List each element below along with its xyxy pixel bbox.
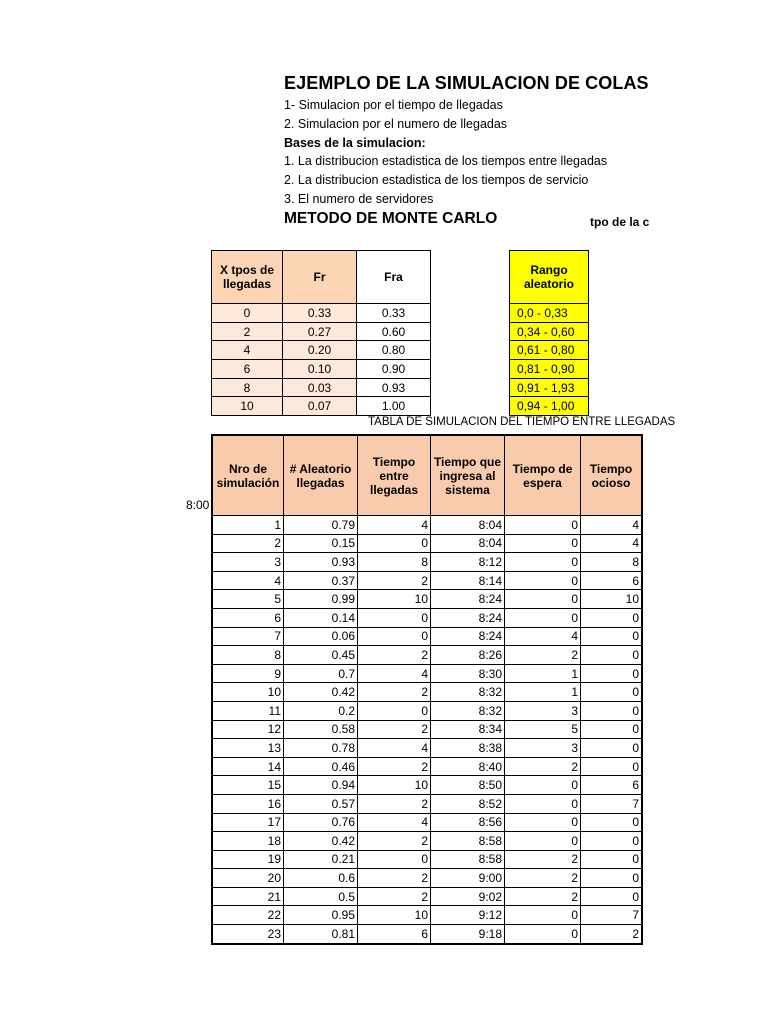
table-row [212, 887, 642, 906]
table-cell: 8:24 [431, 590, 505, 609]
table-cell: 5 [505, 720, 581, 739]
table-cell: 5 [212, 590, 284, 609]
table-cell: 0.14 [284, 608, 358, 627]
simulation-caption: TABLA DE SIMULACION DEL TIEMPO ENTRE LLEGADAS [368, 416, 676, 428]
table-cell: 0 [505, 516, 581, 535]
table-cell: 9:12 [431, 906, 505, 925]
table-cell: 0 [581, 701, 643, 720]
table-cell: 3 [212, 553, 284, 572]
table-row [212, 553, 642, 572]
table-cell: 8:50 [431, 776, 505, 795]
table-cell: 8:34 [431, 720, 505, 739]
table-row [212, 322, 431, 341]
table-cell: 2 [212, 322, 283, 341]
table-cell: 7 [212, 627, 284, 646]
table-cell: 4 [358, 739, 431, 758]
table-cell: 0 [505, 590, 581, 609]
col-header-ocioso: Tiempo ocioso [581, 435, 643, 516]
table-cell: 8:56 [431, 813, 505, 832]
table-row [212, 683, 642, 702]
table-cell: 0.5 [284, 887, 358, 906]
table-cell: 0.07 [283, 397, 357, 416]
table-cell: 15 [212, 776, 284, 795]
table-cell: 0.42 [284, 832, 358, 851]
table-cell: 0 [505, 553, 581, 572]
table-cell: 8:38 [431, 739, 505, 758]
table-cell: 6 [581, 571, 643, 590]
table-cell: 21 [212, 887, 284, 906]
table-cell: 0 [505, 832, 581, 851]
table-cell: 10 [358, 590, 431, 609]
table-cell: 8 [212, 378, 283, 397]
table-cell: 0 [358, 850, 431, 869]
table-cell: 8 [212, 646, 284, 665]
table-cell: 3 [505, 739, 581, 758]
table-row [212, 720, 642, 739]
table-cell: 0.78 [284, 739, 358, 758]
table-cell: 0 [581, 757, 643, 776]
table-cell: 0.57 [284, 794, 358, 813]
table-row [212, 304, 431, 323]
table-cell: 0.90 [357, 360, 431, 379]
table-cell: 0 [581, 850, 643, 869]
table-cell: 0 [581, 627, 643, 646]
table-cell: 0 [581, 683, 643, 702]
table-cell: 0 [505, 608, 581, 627]
table-row [510, 397, 589, 416]
table-cell: 0 [581, 720, 643, 739]
intro-line-1: 1- Simulacion por el tiempo de llegadas [284, 98, 503, 112]
table-row [212, 813, 642, 832]
table-cell: 0.95 [284, 906, 358, 925]
table-cell: 8:26 [431, 646, 505, 665]
table-cell: 0 [358, 608, 431, 627]
table-row [212, 646, 642, 665]
table-cell: 0.15 [284, 534, 358, 553]
table-cell: 0 [581, 739, 643, 758]
table-cell: 0.45 [284, 646, 358, 665]
table-cell: 7 [581, 906, 643, 925]
table-cell: 11 [212, 701, 284, 720]
table-cell: 0.81 [284, 925, 358, 944]
table-cell: 1 [212, 516, 284, 535]
table-cell: 0.03 [283, 378, 357, 397]
table-cell: 0.06 [284, 627, 358, 646]
col-header-range: Rango aleatorio [510, 251, 589, 304]
table-cell: 4 [581, 534, 643, 553]
table-cell: 2 [505, 887, 581, 906]
table-cell: 8:58 [431, 832, 505, 851]
basis-line-3: 3. El numero de servidores [284, 192, 434, 206]
table-row [510, 378, 589, 397]
table-cell: 8:40 [431, 757, 505, 776]
table-row [212, 571, 642, 590]
table-cell: 8:24 [431, 627, 505, 646]
table-cell: 2 [505, 757, 581, 776]
table-cell: 0 [505, 813, 581, 832]
table-cell: 4 [358, 813, 431, 832]
table-cell: 2 [358, 757, 431, 776]
table-cell: 0.27 [283, 322, 357, 341]
table-cell: 0 [505, 794, 581, 813]
table-cell: 17 [212, 813, 284, 832]
basis-line-1: 1. La distribucion estadistica de los tiempos entre llegadas [284, 154, 608, 168]
table-cell: 13 [212, 739, 284, 758]
table-cell: 1.00 [357, 397, 431, 416]
table-cell: 10 [358, 776, 431, 795]
table-cell: 0 [581, 664, 643, 683]
table-cell: 8:04 [431, 534, 505, 553]
table-cell: 0.7 [284, 664, 358, 683]
table-cell: 0.93 [284, 553, 358, 572]
arrival-distribution-table [211, 250, 431, 416]
table-cell: 4 [358, 516, 431, 535]
table-cell: 0 [581, 887, 643, 906]
table-cell: 2 [505, 850, 581, 869]
table-cell: 6 [212, 608, 284, 627]
table-row [212, 701, 642, 720]
table-cell: 0.42 [284, 683, 358, 702]
random-range-table [509, 250, 589, 416]
range-cell: 0,0 - 0,33 [510, 304, 589, 323]
table-cell: 0 [581, 646, 643, 665]
table-cell: 10 [358, 906, 431, 925]
table-cell: 2 [581, 925, 643, 944]
table-cell: 20 [212, 869, 284, 888]
table-cell: 0.21 [284, 850, 358, 869]
table-cell: 0 [505, 571, 581, 590]
table-cell: 2 [358, 832, 431, 851]
col-header-nro: Nro de simulación [212, 435, 284, 516]
table-cell: 0.79 [284, 516, 358, 535]
table-cell: 0 [581, 813, 643, 832]
simulation-table [211, 434, 643, 945]
table-cell: 0.6 [284, 869, 358, 888]
table-cell: 6 [358, 925, 431, 944]
table-cell: 2 [212, 534, 284, 553]
table-cell: 8:14 [431, 571, 505, 590]
table-cell: 0.58 [284, 720, 358, 739]
table-cell: 0.33 [357, 304, 431, 323]
table-cell: 0.37 [284, 571, 358, 590]
table-cell: 0 [505, 776, 581, 795]
table-row [510, 341, 589, 360]
table-cell: 8 [358, 553, 431, 572]
table-row [212, 739, 642, 758]
table-cell: 9:00 [431, 869, 505, 888]
table-cell: 8:58 [431, 850, 505, 869]
table-cell: 10 [581, 590, 643, 609]
table-row [510, 322, 589, 341]
table-cell: 18 [212, 832, 284, 851]
col-header-aleatorio: # Aleatorio llegadas [284, 435, 358, 516]
range-cell: 0,34 - 0,60 [510, 322, 589, 341]
table-row [212, 794, 642, 813]
table-cell: 19 [212, 850, 284, 869]
col-header-ingreso: Tiempo que ingresa al sistema [431, 435, 505, 516]
table-row [510, 304, 589, 323]
col-header-espera: Tiempo de espera [505, 435, 581, 516]
table-cell: 0.80 [357, 341, 431, 360]
table-cell: 3 [505, 701, 581, 720]
table-cell: 0 [505, 925, 581, 944]
col-header-fra: Fra [357, 251, 431, 304]
table-cell: 8:04 [431, 516, 505, 535]
table-cell: 9:02 [431, 887, 505, 906]
table-cell: 6 [212, 360, 283, 379]
intro-line-2: 2. Simulacion por el numero de llegadas [284, 117, 508, 131]
table-cell: 2 [358, 646, 431, 665]
table-cell: 9:18 [431, 925, 505, 944]
table-cell: 8:12 [431, 553, 505, 572]
table-cell: 8:30 [431, 664, 505, 683]
table-cell: 2 [358, 794, 431, 813]
table-cell: 2 [358, 887, 431, 906]
table-row [212, 664, 642, 683]
range-cell: 0,81 - 0,90 [510, 360, 589, 379]
table-cell: 1 [505, 683, 581, 702]
method-heading: METODO DE MONTE CARLO [284, 210, 498, 227]
table-cell: 10 [212, 683, 284, 702]
table-cell: 8:52 [431, 794, 505, 813]
table-row [212, 590, 642, 609]
table-cell: 0.94 [284, 776, 358, 795]
bases-heading: Bases de la simulacion: [284, 136, 426, 150]
table-cell: 7 [581, 794, 643, 813]
col-header-x: X tpos de llegadas [212, 251, 283, 304]
table-cell: 0.2 [284, 701, 358, 720]
table-cell: 0 [581, 832, 643, 851]
table-cell: 23 [212, 925, 284, 944]
table-cell: 0 [505, 906, 581, 925]
table-cell: 0 [358, 534, 431, 553]
table-row [212, 869, 642, 888]
table-cell: 2 [358, 571, 431, 590]
range-cell: 0,61 - 0,80 [510, 341, 589, 360]
table-row [212, 516, 642, 535]
table-row [212, 925, 642, 944]
table-cell: 0 [581, 608, 643, 627]
table-row [212, 757, 642, 776]
table-cell: 16 [212, 794, 284, 813]
table-cell: 4 [505, 627, 581, 646]
table-row [212, 534, 642, 553]
table-cell: 4 [358, 664, 431, 683]
table-cell: 10 [212, 397, 283, 416]
table-cell: 0.20 [283, 341, 357, 360]
table-cell: 2 [505, 869, 581, 888]
side-note: tpo de la c [590, 215, 650, 229]
table-cell: 4 [212, 571, 284, 590]
table-cell: 0.60 [357, 322, 431, 341]
table-cell: 0.46 [284, 757, 358, 776]
start-time-label: 8:00 [186, 498, 210, 512]
table-row [510, 360, 589, 379]
table-cell: 0 [581, 869, 643, 888]
table-cell: 0.33 [283, 304, 357, 323]
table-cell: 12 [212, 720, 284, 739]
table-cell: 2 [358, 720, 431, 739]
table-cell: 8 [581, 553, 643, 572]
table-row [212, 906, 642, 925]
table-cell: 2 [358, 683, 431, 702]
col-header-tiempo-entre: Tiempo entre llegadas [358, 435, 431, 516]
table-row [212, 341, 431, 360]
table-cell: 0.93 [357, 378, 431, 397]
table-cell: 8:24 [431, 608, 505, 627]
col-header-fr: Fr [283, 251, 357, 304]
table-cell: 4 [581, 516, 643, 535]
table-cell: 0 [212, 304, 283, 323]
table-cell: 22 [212, 906, 284, 925]
basis-line-2: 2. La distribucion estadistica de los tiempos de servicio [284, 173, 589, 187]
table-cell: 9 [212, 664, 284, 683]
table-cell: 4 [212, 341, 283, 360]
table-row [212, 378, 431, 397]
table-cell: 6 [581, 776, 643, 795]
table-cell: 1 [505, 664, 581, 683]
table-cell: 0.10 [283, 360, 357, 379]
table-row [212, 832, 642, 851]
table-row [212, 608, 642, 627]
table-row [212, 776, 642, 795]
range-cell: 0,94 - 1,00 [510, 397, 589, 416]
table-cell: 0 [358, 701, 431, 720]
table-row [212, 360, 431, 379]
table-cell: 2 [358, 869, 431, 888]
table-cell: 0 [358, 627, 431, 646]
page-title: EJEMPLO DE LA SIMULACION DE COLAS [284, 73, 649, 93]
range-cell: 0,91 - 1,93 [510, 378, 589, 397]
table-row [212, 627, 642, 646]
table-cell: 14 [212, 757, 284, 776]
table-row [212, 397, 431, 416]
table-cell: 2 [505, 646, 581, 665]
table-cell: 0 [505, 534, 581, 553]
table-cell: 8:32 [431, 701, 505, 720]
table-cell: 0.76 [284, 813, 358, 832]
table-row [212, 850, 642, 869]
table-cell: 8:32 [431, 683, 505, 702]
table-cell: 0.99 [284, 590, 358, 609]
